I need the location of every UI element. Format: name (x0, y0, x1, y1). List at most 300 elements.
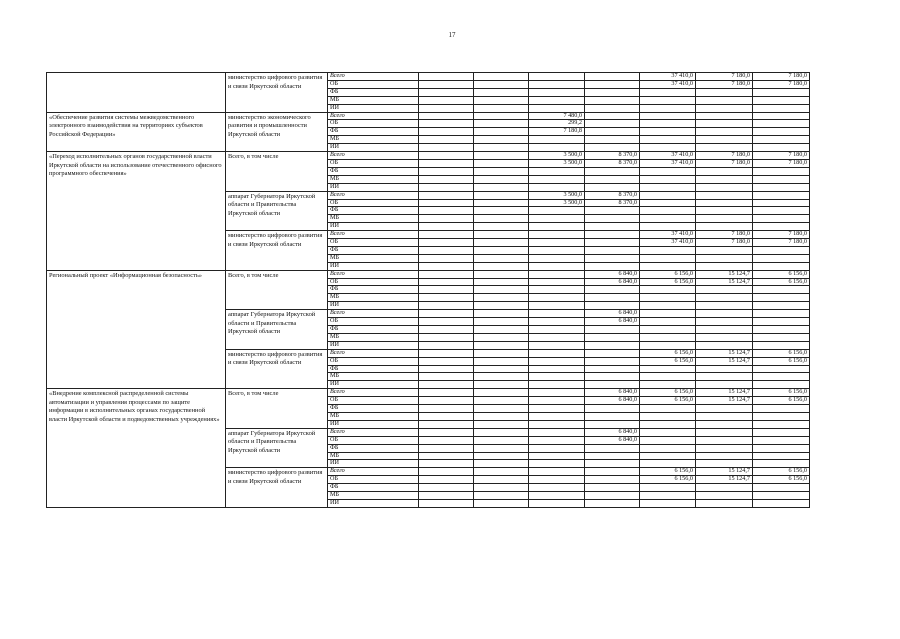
amount-cell (585, 88, 640, 96)
amount-cell: 6 156,0 (753, 278, 810, 286)
amount-cell (640, 120, 696, 128)
funding-source-cell: ИИ (328, 460, 419, 468)
amount-cell (753, 120, 810, 128)
amount-cell (753, 183, 810, 191)
amount-cell (640, 191, 696, 199)
amount-cell (640, 136, 696, 144)
amount-cell (640, 373, 696, 381)
amount-cell (753, 144, 810, 152)
amount-cell (696, 373, 753, 381)
amount-cell (529, 136, 585, 144)
amount-cell (585, 460, 640, 468)
amount-cell (585, 302, 640, 310)
funding-source-cell: Всего (328, 152, 419, 160)
amount-cell (585, 112, 640, 120)
funding-source-cell: ИИ (328, 341, 419, 349)
amount-cell (529, 484, 585, 492)
amount-cell (753, 318, 810, 326)
amount-cell (529, 96, 585, 104)
amount-cell (753, 499, 810, 507)
funding-source-cell: Всего (328, 112, 419, 120)
amount-cell: 37 410,0 (640, 239, 696, 247)
amount-cell (640, 428, 696, 436)
funding-source-cell: МБ (328, 373, 419, 381)
amount-cell: 6 156,0 (640, 270, 696, 278)
amount-cell (696, 286, 753, 294)
funding-source-cell: ФБ (328, 207, 419, 215)
amount-cell (474, 120, 529, 128)
amount-cell (640, 444, 696, 452)
amount-cell (474, 476, 529, 484)
amount-cell: 37 410,0 (640, 159, 696, 167)
amount-cell: 3 500,0 (529, 199, 585, 207)
amount-cell (474, 373, 529, 381)
amount-cell: 6 840,0 (585, 278, 640, 286)
funding-source-cell: ОБ (328, 357, 419, 365)
amount-cell (419, 460, 474, 468)
amount-cell: 7 180,0 (696, 159, 753, 167)
funding-source-cell: Всего (328, 231, 419, 239)
amount-cell (419, 88, 474, 96)
amount-cell (474, 112, 529, 120)
amount-cell (640, 318, 696, 326)
amount-cell (585, 207, 640, 215)
amount-cell (419, 333, 474, 341)
amount-cell (640, 484, 696, 492)
amount-cell (529, 341, 585, 349)
amount-cell (753, 420, 810, 428)
amount-cell (419, 373, 474, 381)
amount-cell (753, 444, 810, 452)
amount-cell (474, 286, 529, 294)
amount-cell (474, 484, 529, 492)
funding-source-cell: МБ (328, 333, 419, 341)
amount-cell (419, 381, 474, 389)
amount-cell: 15 124,7 (696, 476, 753, 484)
amount-cell (585, 183, 640, 191)
funding-source-cell: Всего (328, 270, 419, 278)
funding-source-cell: ОБ (328, 397, 419, 405)
amount-cell (640, 436, 696, 444)
amount-cell (474, 183, 529, 191)
amount-cell (474, 436, 529, 444)
amount-cell (753, 215, 810, 223)
amount-cell (474, 231, 529, 239)
amount-cell (419, 112, 474, 120)
amount-cell (696, 326, 753, 334)
table-row (47, 270, 810, 278)
amount-cell (474, 104, 529, 112)
amount-cell (419, 318, 474, 326)
funding-source-cell: МБ (328, 412, 419, 420)
program-name-cell: «Обеспечение развития системы межведомственного электронного взаимодействия на территориях субъектов Российской Федерации» (47, 112, 226, 152)
amount-cell (753, 333, 810, 341)
amount-cell (529, 239, 585, 247)
amount-cell (585, 144, 640, 152)
amount-cell: 6 156,0 (753, 270, 810, 278)
amount-cell (474, 389, 529, 397)
amount-cell: 37 410,0 (640, 73, 696, 81)
amount-cell (753, 310, 810, 318)
amount-cell (419, 246, 474, 254)
amount-cell (696, 310, 753, 318)
amount-cell: 7 180,0 (753, 159, 810, 167)
amount-cell: 7 480,0 (529, 112, 585, 120)
amount-cell (753, 294, 810, 302)
executor-name-cell: Всего, в том числе (226, 152, 328, 192)
amount-cell (585, 262, 640, 270)
amount-cell (753, 199, 810, 207)
amount-cell (419, 254, 474, 262)
amount-cell (696, 199, 753, 207)
amount-cell (640, 333, 696, 341)
amount-cell (419, 270, 474, 278)
amount-cell (419, 159, 474, 167)
amount-cell (696, 144, 753, 152)
amount-cell (419, 278, 474, 286)
amount-cell (529, 104, 585, 112)
amount-cell: 6 156,0 (640, 278, 696, 286)
amount-cell (529, 175, 585, 183)
amount-cell (753, 460, 810, 468)
amount-cell (640, 199, 696, 207)
amount-cell (753, 286, 810, 294)
amount-cell: 6 156,0 (753, 349, 810, 357)
amount-cell (529, 349, 585, 357)
amount-cell: 15 124,7 (696, 389, 753, 397)
amount-cell (474, 420, 529, 428)
amount-cell (585, 381, 640, 389)
amount-cell (419, 239, 474, 247)
funding-source-cell: МБ (328, 254, 419, 262)
amount-cell (753, 262, 810, 270)
funding-source-cell: ИИ (328, 302, 419, 310)
funding-source-cell: Всего (328, 310, 419, 318)
amount-cell (696, 444, 753, 452)
funding-source-cell: ФБ (328, 246, 419, 254)
amount-cell (529, 405, 585, 413)
amount-cell (529, 397, 585, 405)
amount-cell (529, 144, 585, 152)
amount-cell: 7 180,0 (753, 80, 810, 88)
amount-cell (474, 357, 529, 365)
amount-cell (585, 341, 640, 349)
funding-table (46, 72, 810, 508)
amount-cell (419, 310, 474, 318)
amount-cell: 6 840,0 (585, 270, 640, 278)
amount-cell: 6 840,0 (585, 436, 640, 444)
amount-cell (474, 310, 529, 318)
amount-cell (585, 468, 640, 476)
funding-source-cell: Всего (328, 389, 419, 397)
amount-cell (419, 207, 474, 215)
executor-name-cell: Всего, в том числе (226, 270, 328, 310)
amount-cell (696, 254, 753, 262)
amount-cell (474, 73, 529, 81)
amount-cell (585, 136, 640, 144)
funding-source-cell: ОБ (328, 120, 419, 128)
amount-cell (585, 499, 640, 507)
amount-cell (419, 468, 474, 476)
funding-source-cell: ИИ (328, 262, 419, 270)
amount-cell (529, 278, 585, 286)
executor-name-cell: министерство цифрового развития и связи Иркутской области (226, 349, 328, 389)
amount-cell (640, 223, 696, 231)
amount-cell (696, 428, 753, 436)
amount-cell (529, 412, 585, 420)
amount-cell (529, 231, 585, 239)
amount-cell (529, 468, 585, 476)
amount-cell (419, 499, 474, 507)
amount-cell: 7 180,0 (696, 80, 753, 88)
amount-cell (474, 452, 529, 460)
amount-cell (474, 333, 529, 341)
amount-cell (474, 270, 529, 278)
amount-cell (419, 199, 474, 207)
amount-cell (696, 333, 753, 341)
amount-cell (696, 136, 753, 144)
amount-cell (753, 452, 810, 460)
amount-cell (696, 365, 753, 373)
amount-cell (753, 341, 810, 349)
amount-cell (696, 183, 753, 191)
amount-cell (640, 420, 696, 428)
amount-cell: 6 156,0 (640, 349, 696, 357)
amount-cell (419, 341, 474, 349)
amount-cell (474, 365, 529, 373)
funding-source-cell: ФБ (328, 484, 419, 492)
amount-cell (419, 231, 474, 239)
amount-cell: 7 180,0 (753, 73, 810, 81)
amount-cell (753, 492, 810, 500)
amount-cell: 7 180,0 (696, 231, 753, 239)
amount-cell (529, 436, 585, 444)
amount-cell: 15 124,7 (696, 278, 753, 286)
amount-cell (474, 159, 529, 167)
amount-cell (474, 262, 529, 270)
funding-source-cell: ОБ (328, 159, 419, 167)
amount-cell (419, 286, 474, 294)
amount-cell (696, 167, 753, 175)
funding-source-cell: Всего (328, 349, 419, 357)
amount-cell (696, 318, 753, 326)
amount-cell (419, 428, 474, 436)
amount-cell (640, 341, 696, 349)
amount-cell (640, 452, 696, 460)
amount-cell (529, 254, 585, 262)
amount-cell (640, 104, 696, 112)
amount-cell (585, 294, 640, 302)
amount-cell (474, 136, 529, 144)
amount-cell (753, 326, 810, 334)
amount-cell (529, 357, 585, 365)
amount-cell (696, 302, 753, 310)
funding-source-cell: ОБ (328, 476, 419, 484)
amount-cell (419, 191, 474, 199)
funding-source-cell: ИИ (328, 420, 419, 428)
amount-cell: 3 500,0 (529, 191, 585, 199)
amount-cell (585, 80, 640, 88)
amount-cell (529, 80, 585, 88)
program-name-cell: «Внедрение комплексной распределенной системы автоматизации и управления процессами по защите информации в исполнительных органах государственной власти Иркутской области и подведомственных учреждениях» (47, 389, 226, 508)
amount-cell (753, 412, 810, 420)
funding-source-cell: ФБ (328, 286, 419, 294)
amount-cell (753, 167, 810, 175)
funding-source-cell: ОБ (328, 239, 419, 247)
amount-cell (640, 381, 696, 389)
amount-cell (419, 412, 474, 420)
amount-cell (529, 381, 585, 389)
amount-cell (696, 223, 753, 231)
amount-cell: 15 124,7 (696, 270, 753, 278)
amount-cell (753, 191, 810, 199)
amount-cell (474, 341, 529, 349)
amount-cell (529, 223, 585, 231)
amount-cell (640, 492, 696, 500)
executor-name-cell: министерство цифрового развития и связи Иркутской области (226, 468, 328, 508)
amount-cell: 37 410,0 (640, 80, 696, 88)
amount-cell (529, 318, 585, 326)
amount-cell (585, 128, 640, 136)
amount-cell (529, 183, 585, 191)
amount-cell (419, 492, 474, 500)
amount-cell: 8 370,0 (585, 191, 640, 199)
amount-cell (419, 405, 474, 413)
amount-cell (640, 112, 696, 120)
amount-cell (529, 246, 585, 254)
amount-cell (474, 405, 529, 413)
amount-cell (529, 373, 585, 381)
funding-source-cell: ФБ (328, 88, 419, 96)
amount-cell (529, 286, 585, 294)
amount-cell (474, 444, 529, 452)
amount-cell (696, 460, 753, 468)
funding-source-cell: МБ (328, 452, 419, 460)
amount-cell (640, 286, 696, 294)
amount-cell (696, 294, 753, 302)
amount-cell (474, 278, 529, 286)
amount-cell (640, 88, 696, 96)
amount-cell (419, 365, 474, 373)
funding-source-cell: ОБ (328, 318, 419, 326)
funding-source-cell: ФБ (328, 167, 419, 175)
amount-cell (529, 420, 585, 428)
amount-cell (640, 412, 696, 420)
amount-cell (529, 499, 585, 507)
amount-cell (753, 223, 810, 231)
funding-source-cell: ОБ (328, 80, 419, 88)
amount-cell: 6 840,0 (585, 318, 640, 326)
amount-cell (529, 167, 585, 175)
amount-cell: 6 156,0 (753, 357, 810, 365)
amount-cell: 37 410,0 (640, 152, 696, 160)
amount-cell (529, 444, 585, 452)
amount-cell (419, 397, 474, 405)
amount-cell: 7 180,0 (696, 152, 753, 160)
funding-source-cell: МБ (328, 294, 419, 302)
amount-cell (529, 207, 585, 215)
amount-cell (529, 476, 585, 484)
amount-cell (696, 104, 753, 112)
amount-cell (529, 294, 585, 302)
amount-cell (474, 207, 529, 215)
amount-cell (753, 436, 810, 444)
amount-cell (419, 326, 474, 334)
amount-cell: 7 180,0 (753, 231, 810, 239)
amount-cell (696, 96, 753, 104)
amount-cell (640, 215, 696, 223)
amount-cell: 6 156,0 (753, 476, 810, 484)
amount-cell (419, 80, 474, 88)
amount-cell (474, 191, 529, 199)
amount-cell (419, 357, 474, 365)
table-row (47, 389, 810, 397)
amount-cell (696, 492, 753, 500)
amount-cell (696, 112, 753, 120)
amount-cell: 15 124,7 (696, 357, 753, 365)
funding-source-cell: Всего (328, 428, 419, 436)
amount-cell (696, 499, 753, 507)
amount-cell: 6 156,0 (640, 468, 696, 476)
amount-cell (585, 73, 640, 81)
amount-cell (696, 246, 753, 254)
amount-cell (640, 96, 696, 104)
amount-cell (529, 452, 585, 460)
amount-cell (640, 167, 696, 175)
amount-cell (585, 357, 640, 365)
amount-cell (753, 373, 810, 381)
amount-cell (753, 381, 810, 389)
funding-source-cell: Всего (328, 191, 419, 199)
amount-cell (753, 254, 810, 262)
amount-cell: 299,2 (529, 120, 585, 128)
funding-source-cell: МБ (328, 136, 419, 144)
amount-cell (753, 96, 810, 104)
amount-cell (640, 326, 696, 334)
amount-cell: 7 180,0 (696, 239, 753, 247)
amount-cell (474, 294, 529, 302)
amount-cell (474, 246, 529, 254)
amount-cell (529, 333, 585, 341)
amount-cell: 8 370,0 (585, 199, 640, 207)
amount-cell (474, 96, 529, 104)
amount-cell (585, 223, 640, 231)
amount-cell (585, 492, 640, 500)
amount-cell (419, 183, 474, 191)
amount-cell (640, 262, 696, 270)
amount-cell: 6 840,0 (585, 310, 640, 318)
funding-source-cell: ФБ (328, 128, 419, 136)
amount-cell (753, 207, 810, 215)
amount-cell (474, 88, 529, 96)
amount-cell (419, 96, 474, 104)
funding-source-cell: ФБ (328, 326, 419, 334)
funding-source-cell: ФБ (328, 444, 419, 452)
amount-cell (419, 215, 474, 223)
amount-cell (474, 128, 529, 136)
amount-cell (753, 365, 810, 373)
amount-cell (474, 175, 529, 183)
amount-cell: 6 156,0 (640, 357, 696, 365)
amount-cell (419, 120, 474, 128)
amount-cell (696, 88, 753, 96)
executor-name-cell: министерство экономического развития и промышленности Иркутской области (226, 112, 328, 152)
executor-name-cell: аппарат Губернатора Иркутской области и Правительства Иркутской области (226, 191, 328, 231)
amount-cell (585, 120, 640, 128)
amount-cell (419, 152, 474, 160)
amount-cell (529, 389, 585, 397)
amount-cell (474, 397, 529, 405)
